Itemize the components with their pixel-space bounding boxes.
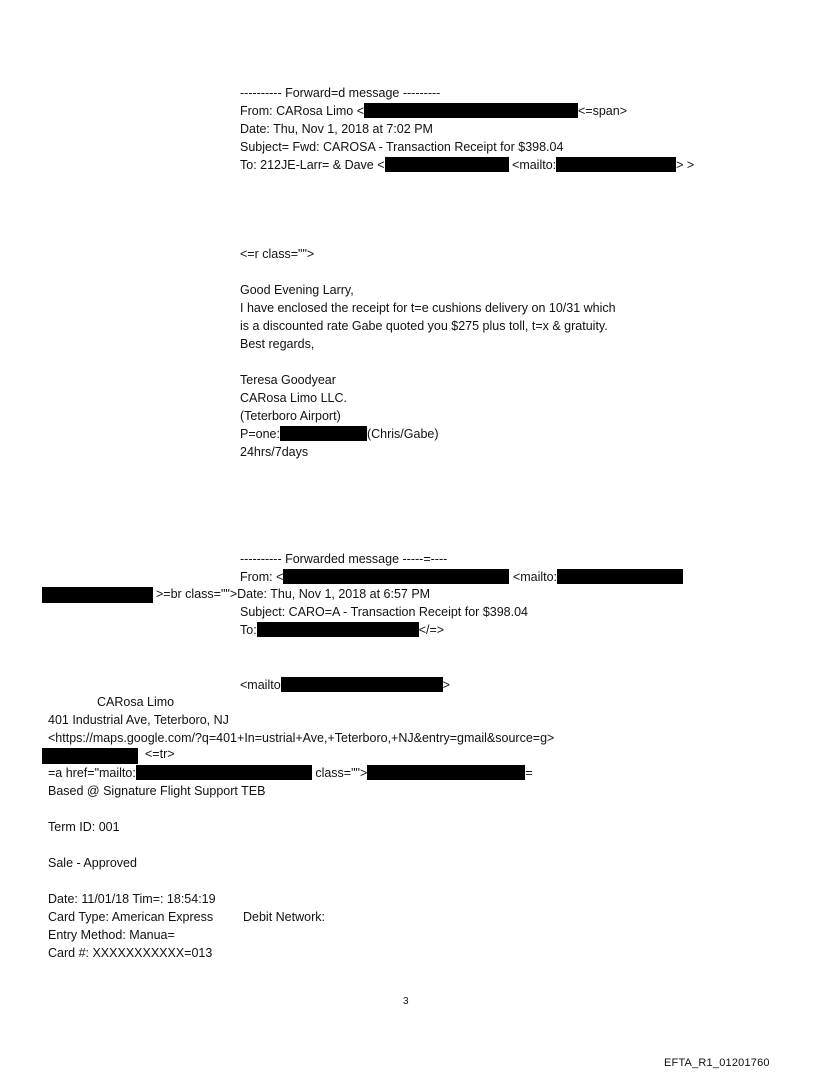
entry-method: Entry Method: Manua= bbox=[48, 928, 175, 942]
closing: Best regards, bbox=[240, 337, 315, 351]
subject-line-2: Subject: CARO=A - Transaction Receipt for $398.04 bbox=[240, 605, 529, 619]
redaction-box bbox=[42, 748, 138, 764]
signature-company: CARosa Limo LLC. bbox=[240, 391, 347, 405]
href-suffix: = bbox=[525, 766, 533, 780]
from-prefix: From: < bbox=[240, 570, 284, 584]
greeting: Good Evening Larry, bbox=[240, 283, 354, 297]
from-mailto: <mailto: bbox=[512, 570, 558, 584]
redaction-box bbox=[557, 569, 683, 584]
to-mailto: <mailto: bbox=[512, 158, 557, 172]
redaction-box bbox=[556, 157, 676, 172]
href-prefix: =a href="mailto: bbox=[48, 766, 136, 780]
redaction-box bbox=[136, 765, 312, 780]
redaction-box bbox=[364, 103, 578, 118]
maps-link: <https://maps.google.com/?q=401+In=ustrial+Ave,+Teterboro,+NJ&entry=gmail&source=g> bbox=[48, 731, 555, 745]
document-id-footer: EFTA_R1_01201760 bbox=[664, 1057, 770, 1069]
to-prefix: To: 212JE-Larr= & Dave < bbox=[240, 158, 385, 172]
receipt-date-time: Date: 11/01/18 Tim=: 18:54:19 bbox=[48, 892, 216, 906]
receipt-mailto bbox=[240, 677, 450, 694]
body-line-2: is a discounted rate Gabe quoted you $275 plus toll, t=x & gratuity. bbox=[240, 319, 608, 333]
subject-line-1: Subject= Fwd: CAROSA - Transaction Receipt for $398.04 bbox=[240, 140, 564, 154]
r-class-markup: <=r class=""> bbox=[240, 247, 315, 261]
to-line-2 bbox=[240, 622, 444, 639]
sale-status: Sale - Approved bbox=[48, 856, 137, 870]
forward-header-2: ---------- Forwarded message -----=---- bbox=[240, 552, 448, 566]
mailto-prefix: <mailto bbox=[240, 678, 281, 692]
to-line-1 bbox=[240, 157, 694, 174]
receipt-company: CARosa Limo bbox=[97, 695, 175, 709]
from-suffix: <=span> bbox=[578, 104, 628, 118]
phone-prefix: P=one: bbox=[240, 427, 280, 441]
card-type: Card Type: American Express bbox=[48, 910, 214, 924]
signature-location: (Teterboro Airport) bbox=[240, 409, 341, 423]
signature-name: Teresa Goodyear bbox=[240, 373, 336, 387]
to-suffix: > > bbox=[676, 158, 695, 172]
mailto-suffix: > bbox=[442, 678, 450, 692]
redaction-box bbox=[42, 587, 153, 603]
redaction-box bbox=[367, 765, 525, 780]
term-id: Term ID: 001 bbox=[48, 820, 120, 834]
forward-header-1: ---------- Forward=d message --------- bbox=[240, 86, 441, 100]
tr-markup: <=tr> bbox=[145, 747, 175, 761]
redaction-box bbox=[280, 426, 367, 441]
debit-network: Debit Network: bbox=[243, 910, 325, 924]
redaction-box bbox=[281, 677, 443, 692]
redaction-box bbox=[385, 157, 509, 172]
signature-hours: 24hrs/7days bbox=[240, 445, 309, 459]
href-line bbox=[48, 765, 533, 782]
to-prefix: To: bbox=[240, 623, 257, 637]
href-class: class=""> bbox=[315, 766, 368, 780]
body-line-1: I have enclosed the receipt for t=e cushions delivery on 10/31 which bbox=[240, 301, 616, 315]
signature-phone bbox=[240, 426, 439, 443]
to-suffix: </=> bbox=[418, 623, 445, 637]
page-number: 3 bbox=[403, 996, 409, 1007]
br-date-line: >=br class="">Date: Thu, Nov 1, 2018 at 6:57 PM bbox=[156, 587, 431, 601]
redaction-box bbox=[283, 569, 509, 584]
from-line-1 bbox=[240, 103, 627, 120]
card-number: Card #: XXXXXXXXXXX=013 bbox=[48, 946, 213, 960]
receipt-address: 401 Industrial Ave, Teterboro, NJ bbox=[48, 713, 229, 727]
phone-suffix: (Chris/Gabe) bbox=[366, 427, 439, 441]
from-line-2 bbox=[240, 569, 683, 586]
date-line-1: Date: Thu, Nov 1, 2018 at 7:02 PM bbox=[240, 122, 433, 136]
from-prefix: From: CARosa Limo < bbox=[240, 104, 364, 118]
based-line: Based @ Signature Flight Support TEB bbox=[48, 784, 266, 798]
redaction-box bbox=[257, 622, 419, 637]
